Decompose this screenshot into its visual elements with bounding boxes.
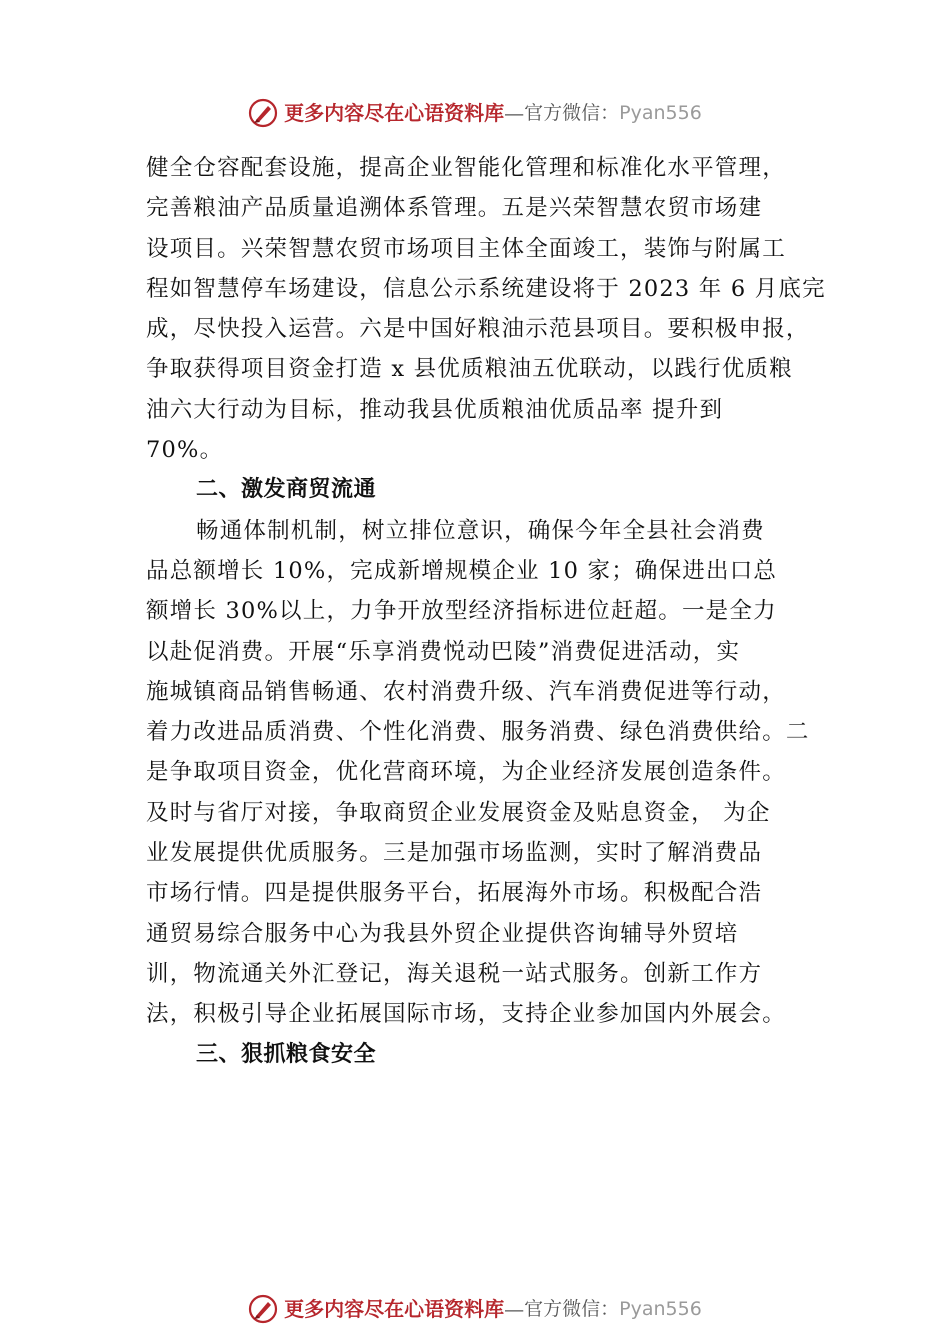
text-line: 通贸易综合服务中心为我县外贸企业提供咨询辅导外贸培	[146, 920, 739, 947]
header-watermark	[0, 98, 950, 128]
text-line: 品总额增长 10%，完成新增规模企业 10 家；确保进出口总	[146, 557, 778, 584]
text-line: 是争取项目资金，优化营商环境，为企业经济发展创造条件。	[146, 759, 786, 786]
text-line: 以赴促消费。开展“乐享消费悦动巴陵”消费促进活动，实	[146, 638, 741, 665]
pen-logo-icon	[248, 98, 278, 128]
section-heading-3: 三、狠抓粮食安全	[196, 1041, 377, 1067]
watermark-contact-id: Pyan556	[619, 102, 702, 124]
text-line: 业发展提供优质服务。三是加强市场监测，实时了解消费品	[146, 840, 763, 867]
watermark-contact-id: Pyan556	[619, 1298, 702, 1320]
text-line: 市场行情。四是提供服务平台，拓展海外市场。积极配合浩	[146, 880, 763, 907]
text-line: 油六大行动为目标，推动我县优质粮油优质品率 提升到	[146, 396, 724, 423]
section-heading-2: 二、激发商贸流通	[196, 477, 377, 503]
text-line: 70%。	[146, 437, 224, 464]
watermark-contact	[524, 99, 702, 127]
text-line: 及时与省厅对接，争取商贸企业发展资金及贴息资金， 为企	[146, 799, 771, 826]
watermark-contact-label: 官方微信：	[524, 1298, 620, 1320]
text-line: 完善粮油产品质量追溯体系管理。五是兴荣智慧农贸市场建	[146, 195, 763, 222]
text-line: 着力改进品质消费、个性化消费、服务消费、绿色消费供给。二	[146, 719, 810, 746]
document-body	[146, 148, 836, 1075]
text-line: 程如智慧停车场建设，信息公示系统建设将于 2023 年 6 月底完	[146, 275, 826, 302]
text-line: 成，尽快投入运营。六是中国好粮油示范县项目。要积极申报，	[146, 316, 810, 343]
watermark-brand: 更多内容尽在心语资料库	[284, 1297, 505, 1321]
pen-logo-icon	[248, 1294, 278, 1324]
text-line: 设项目。兴荣智慧农贸市场项目主体全面竣工，装饰与附属工	[146, 235, 786, 262]
watermark-contact-label: 官方微信：	[524, 102, 620, 124]
text-line: 训，物流通关外汇登记，海关退税一站式服务。创新工作方	[146, 960, 763, 987]
watermark-separator: —	[504, 101, 525, 125]
text-line: 施城镇商品销售畅通、农村消费升级、汽车消费促进等行动，	[146, 678, 786, 705]
watermark-brand: 更多内容尽在心语资料库	[284, 101, 505, 125]
text-line: 法，积极引导企业拓展国际市场，支持企业参加国内外展会。	[146, 1001, 786, 1028]
text-line: 健全仓容配套设施，提高企业智能化管理和标准化水平管理，	[146, 155, 786, 181]
text-line: 争取获得项目资金打造 x 县优质粮油五优联动，以践行优质粮	[146, 356, 793, 383]
footer-watermark	[0, 1294, 950, 1324]
text-line: 畅通体制机制，树立排位意识，确保今年全县社会消费	[196, 517, 765, 544]
text-line: 额增长 30%以上，力争开放型经济指标进位赶超。一是全力	[146, 598, 777, 625]
watermark-separator: —	[504, 1297, 525, 1321]
watermark-contact	[524, 1295, 702, 1323]
